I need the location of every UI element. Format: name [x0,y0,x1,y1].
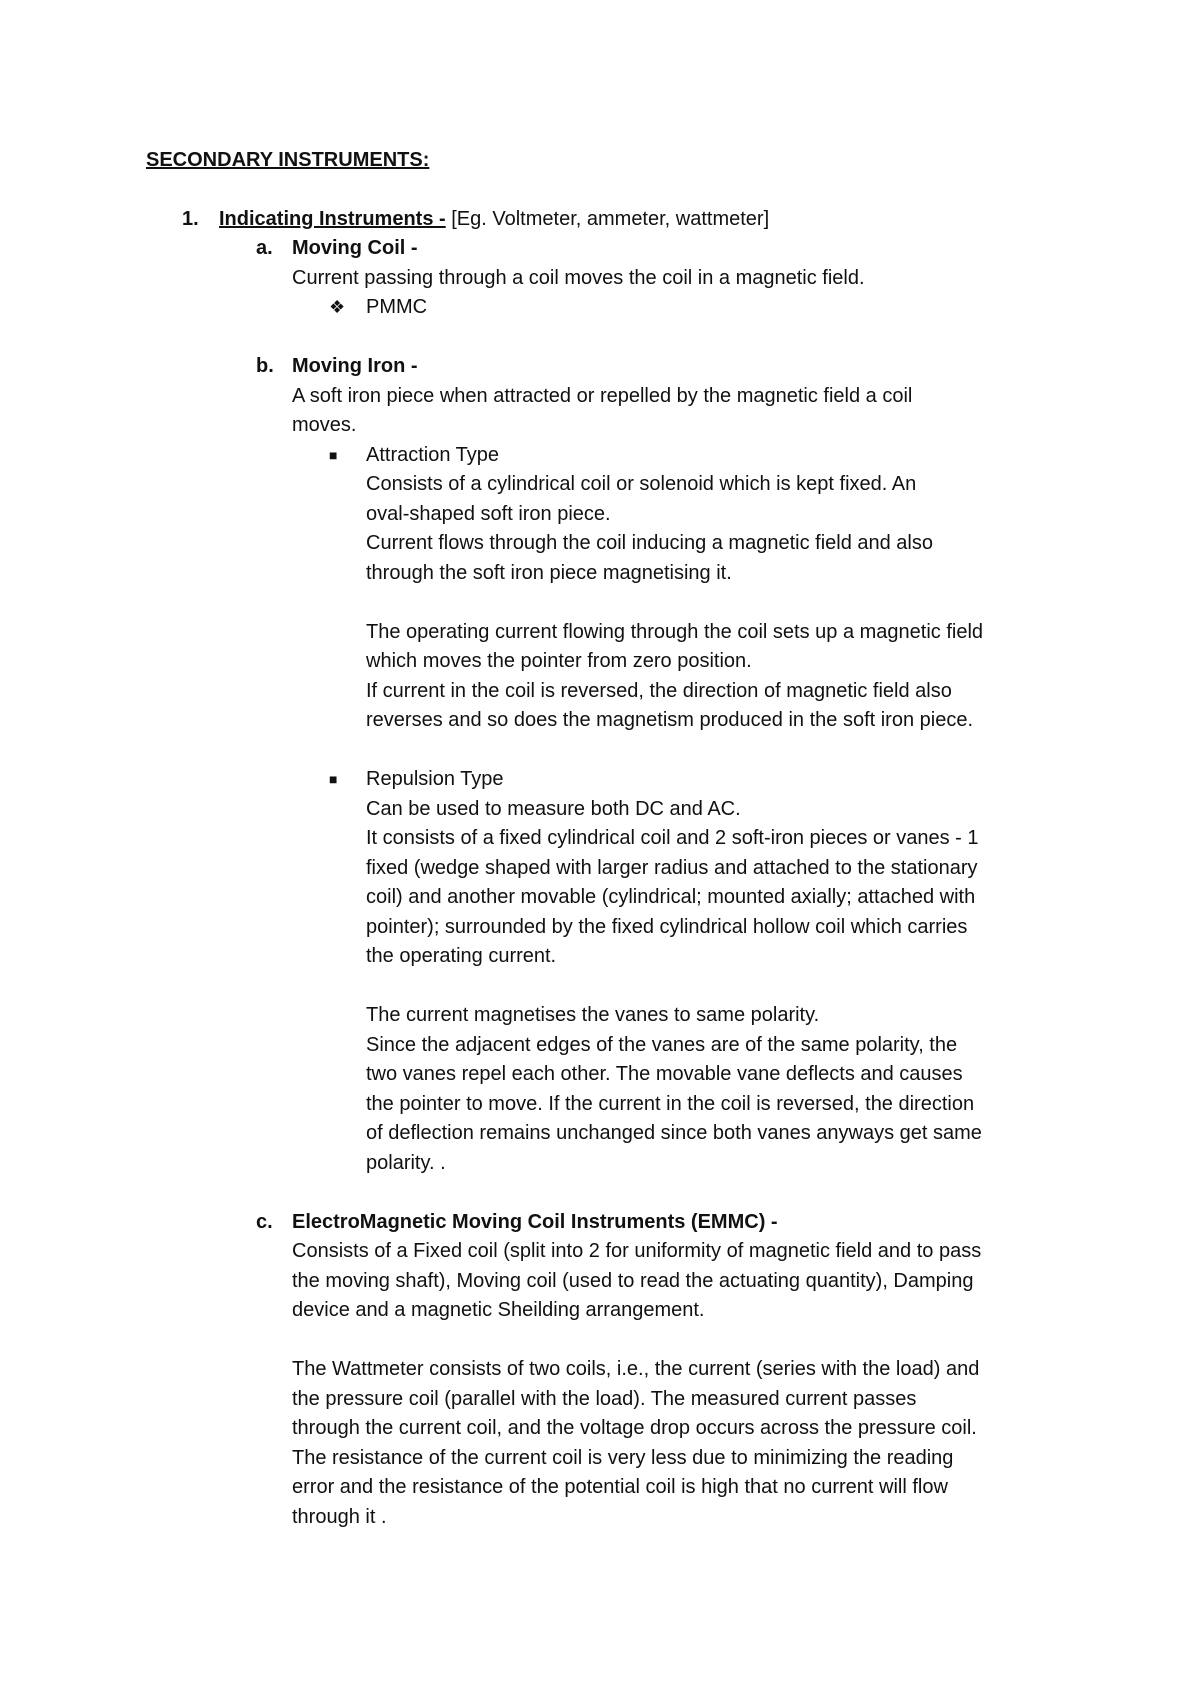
repulsion-text-line: fixed (wedge shaped with larger radius and attached to the stationary [366,857,978,879]
attraction-text-line: reverses and so does the magnetism produced in the soft iron piece. [366,709,974,731]
repulsion-text-line: coil) and another movable (cylindrical; mounted axially; attached with [366,886,976,908]
page-title: SECONDARY INSTRUMENTS: [146,149,430,171]
attraction-text-line: If current in the coil is reversed, the direction of magnetic field also [366,680,952,702]
repulsion-text-line: of deflection remains unchanged since both vanes anyways get same [366,1122,982,1144]
square-bullet-icon: ■ [329,447,338,463]
emmc-text-line: Consists of a Fixed coil (split into 2 for uniformity of magnetic field and to pass [292,1240,982,1262]
emmc-text-line: the moving shaft), Moving coil (used to read the actuating quantity), Damping [292,1270,974,1292]
section-heading: Indicating Instruments - [219,208,446,230]
repulsion-text-line: Can be used to measure both DC and AC. [366,798,741,820]
emmc-text-line: error and the resistance of the potential coil is high that no current will flow [292,1476,948,1498]
square-bullet-icon: ■ [329,771,338,787]
repulsion-text-line: the pointer to move. If the current in the coil is reversed, the direction [366,1093,975,1115]
emmc-text-line: through the current coil, and the voltage drop occurs across the pressure coil. [292,1417,977,1439]
moving-iron-text-line: moves. [292,414,357,436]
section-number: 1. [182,208,199,230]
attraction-text-line: which moves the pointer from zero position. [366,650,752,672]
repulsion-text-line: The current magnetises the vanes to same polarity. [366,1004,820,1026]
section-heading-line [219,205,769,235]
attraction-text-line: oval-shaped soft iron piece. [366,503,611,525]
repulsion-text-line: two vanes repel each other. The movable vane deflects and causes [366,1063,963,1085]
moving-iron-heading: Moving Iron - [292,355,418,377]
attraction-type-title: Attraction Type [366,444,500,466]
attraction-text-line: Current flows through the coil inducing a magnetic field and also [366,532,933,554]
attraction-text-line: The operating current flowing through the coil sets up a magnetic field [366,621,984,643]
section-heading-examples: [Eg. Voltmeter, ammeter, wattmeter] [445,208,770,230]
emmc-heading: ElectroMagnetic Moving Coil Instruments (EMMC) - [292,1211,778,1233]
repulsion-text-line: polarity. . [366,1152,446,1174]
repulsion-text-line: Since the adjacent edges of the vanes are of the same polarity, the [366,1034,958,1056]
repulsion-text-line: the operating current. [366,945,557,967]
moving-iron-text-line: A soft iron piece when attracted or repelled by the magnetic field a coil [292,385,913,407]
diamond-bullet-icon: ❖ [329,297,346,317]
moving-coil-text: Current passing through a coil moves the coil in a magnetic field. [292,267,865,289]
attraction-text-line: through the soft iron piece magnetising it. [366,562,732,584]
attraction-text-line: Consists of a cylindrical coil or solenoid which is kept fixed. An [366,473,917,495]
moving-iron-marker: b. [256,355,274,377]
repulsion-type-title: Repulsion Type [366,768,504,790]
moving-coil-marker: a. [256,237,273,259]
emmc-text-line: The resistance of the current coil is very less due to minimizing the reading [292,1447,954,1469]
emmc-text-line: through it . [292,1506,387,1528]
emmc-text-line: the pressure coil (parallel with the load). The measured current passes [292,1388,917,1410]
emmc-text-line: The Wattmeter consists of two coils, i.e., the current (series with the load) and [292,1358,980,1380]
emmc-text-line: device and a magnetic Sheilding arrangement. [292,1299,705,1321]
pmmc-item: PMMC [366,296,428,318]
repulsion-text-line: It consists of a fixed cylindrical coil and 2 soft-iron pieces or vanes - 1 [366,827,979,849]
emmc-marker: c. [256,1211,273,1233]
repulsion-text-line: pointer); surrounded by the fixed cylindrical hollow coil which carries [366,916,968,938]
moving-coil-heading: Moving Coil - [292,237,418,259]
